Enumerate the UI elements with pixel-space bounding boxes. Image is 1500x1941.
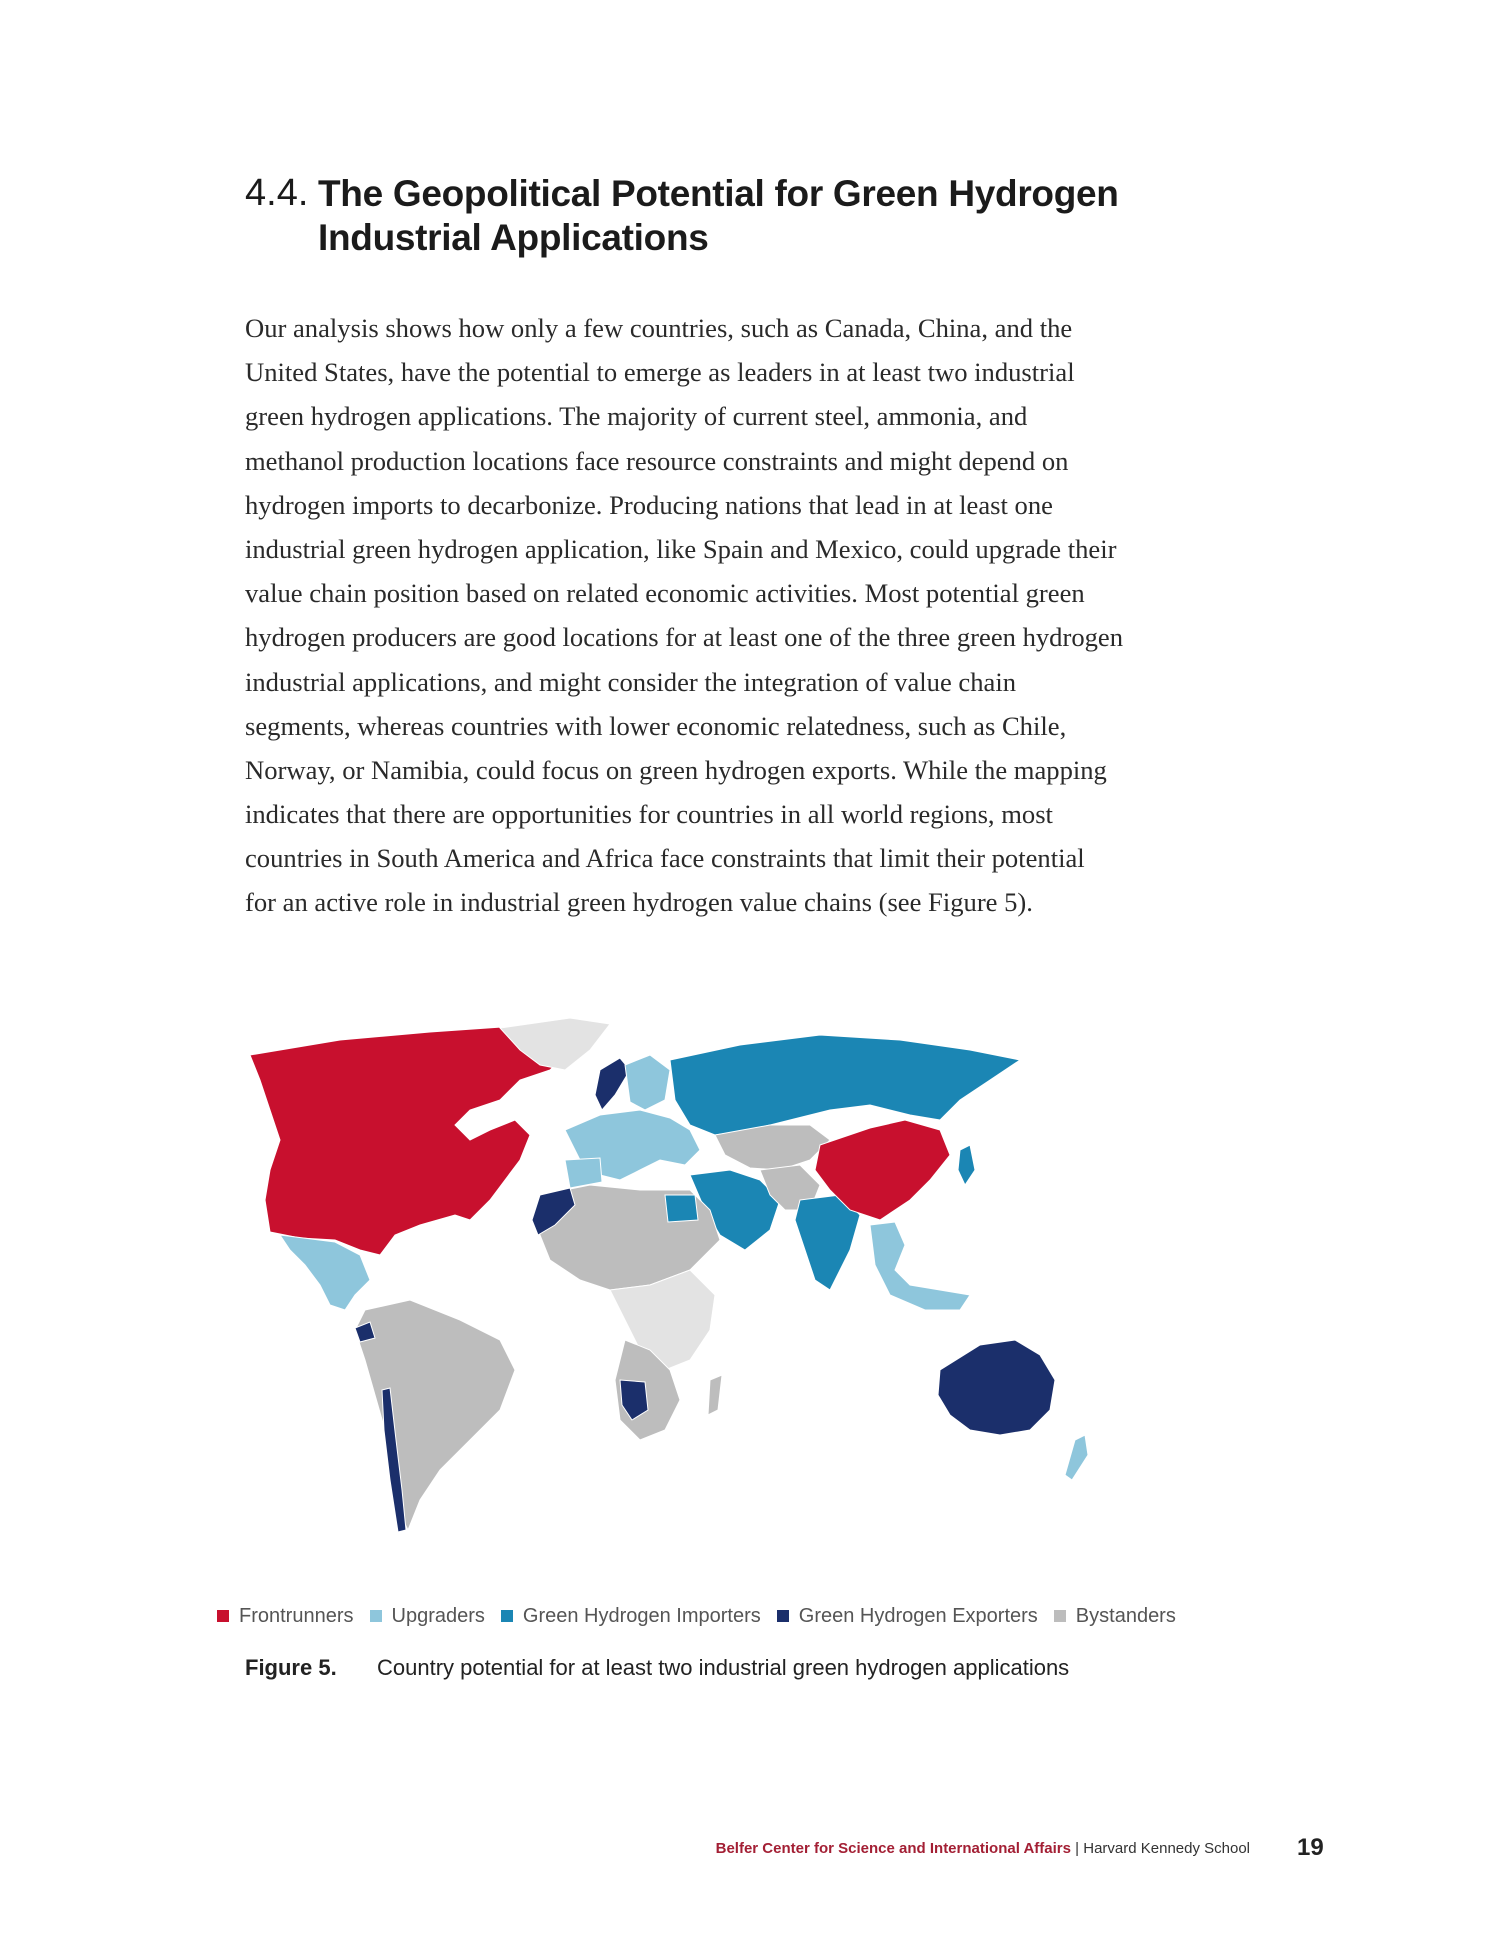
region-south-america: [355, 1300, 515, 1530]
region-se-asia: [870, 1222, 970, 1310]
legend-label: Green Hydrogen Exporters: [798, 1604, 1038, 1627]
region-australia: [938, 1340, 1055, 1435]
page-footer: [716, 1840, 1250, 1857]
body-line: countries in South America and Africa face constraints that limit their potential: [245, 843, 1085, 874]
legend-swatch: [217, 1610, 229, 1622]
legend-label: Green Hydrogen Importers: [522, 1604, 761, 1627]
legend-swatch: [370, 1610, 382, 1622]
footer-org: Belfer Center for Science and International Affairs: [715, 1840, 1071, 1857]
body-paragraph: [245, 306, 1235, 925]
legend-item-importers: [501, 1605, 761, 1628]
footer-school: Harvard Kennedy School: [1083, 1840, 1250, 1857]
body-line: industrial green hydrogen application, like Spain and Mexico, could upgrade their: [245, 533, 1117, 564]
body-line: hydrogen imports to decarbonize. Producing nations that lead in at least one: [245, 489, 1053, 520]
region-russia: [670, 1035, 1020, 1135]
body-line: value chain position based on related economic activities. Most potential green: [245, 578, 1085, 609]
region-egypt: [665, 1195, 698, 1222]
body-line: green hydrogen applications. The majority of current steel, ammonia, and: [245, 401, 1028, 432]
world-map-figure: [170, 1010, 1320, 1550]
region-iberia: [565, 1158, 602, 1188]
legend-item-bystanders: [1054, 1605, 1176, 1628]
figure-label: Figure 5.: [245, 1655, 337, 1680]
body-line: United States, have the potential to emerge as leaders in at least two industrial: [245, 357, 1075, 388]
region-new-zealand: [1065, 1435, 1088, 1480]
legend-label: Upgraders: [391, 1604, 485, 1627]
body-line: hydrogen producers are good locations for at least one of the three green hydrogen: [245, 622, 1124, 653]
legend-label: Bystanders: [1075, 1604, 1176, 1627]
section-number: 4.4.: [245, 172, 309, 214]
section-title: [318, 172, 1218, 260]
body-line: methanol production locations face resource constraints and might depend on: [245, 445, 1069, 476]
figure-caption: [245, 1655, 1069, 1681]
body-line: indicates that there are opportunities for countries in all world regions, most: [245, 799, 1053, 830]
legend-swatch: [501, 1610, 513, 1622]
section-title-line: The Geopolitical Potential for Green Hydrogen: [318, 173, 1119, 214]
region-sweden-finland: [625, 1055, 670, 1110]
legend-swatch: [1054, 1610, 1066, 1622]
figure-caption-text: Country potential for at least two industrial green hydrogen applications: [377, 1655, 1070, 1680]
body-line: segments, whereas countries with lower economic relatedness, such as Chile,: [245, 710, 1067, 741]
legend-item-upgraders: [370, 1605, 485, 1628]
map-legend: [217, 1601, 1192, 1631]
world-map: [170, 1010, 1320, 1550]
legend-label: Frontrunners: [239, 1604, 354, 1627]
region-madagascar: [708, 1375, 722, 1415]
legend-item-frontrunners: [217, 1605, 354, 1628]
legend-item-exporters: [777, 1605, 1038, 1628]
body-line: industrial applications, and might consider the integration of value chain: [245, 666, 1017, 697]
body-line: for an active role in industrial green hydrogen value chains (see Figure 5).: [245, 887, 1033, 918]
page-number: 19: [1297, 1834, 1324, 1861]
region-japan: [958, 1145, 975, 1185]
footer-separator: |: [1071, 1840, 1084, 1857]
body-line: Norway, or Namibia, could focus on green hydrogen exports. While the mapping: [245, 754, 1107, 785]
body-line: Our analysis shows how only a few countries, such as Canada, China, and the: [245, 313, 1073, 343]
section-title-line: Industrial Applications: [318, 217, 709, 258]
region-central-asia: [715, 1125, 830, 1170]
legend-swatch: [777, 1610, 789, 1622]
